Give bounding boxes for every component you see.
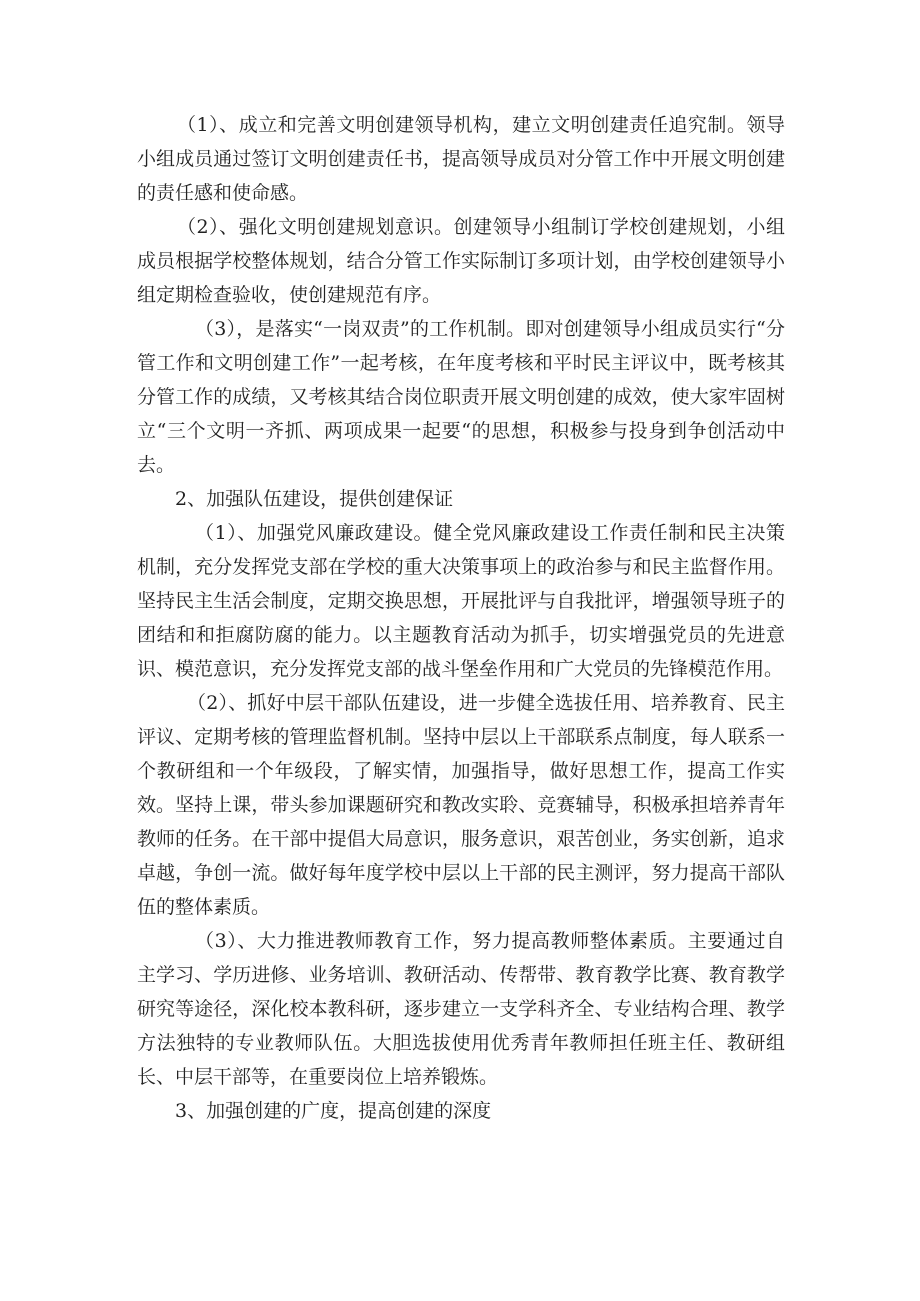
- document-body: [137, 108, 785, 1128]
- paragraph-party-conduct: （1）、加强党风廉政建设。健全党风廉政建设工作责任制和民主决策机制，充分发挥党支部在学校的重大决策事项上的政治参与和民主监督作用。坚持民主生活会制度，定期交换思想，开展批评与自我批评，增强领导班子的团结和和拒腐防腐的能力。以主题教育活动为抓手，切实增强党员的先进意识、模范意识，充分发挥党支部的战斗堡垒作用和广大党员的先锋模范作用。: [137, 522, 785, 680]
- paragraph-teacher-education: （3）、大力推进教师教育工作，努力提高教师整体素质。主要通过自主学习、学历进修、业务培训、教研活动、传帮带、教育教学比赛、教育教学研究等途径，深化校本教科研，逐步建立一支学科齐全、专业结构合理、教学方法独特的专业教师队伍。大胆选拔使用优秀青年教师担任班主任、教研组长、中层干部等，在重要岗位上培养锻炼。: [137, 930, 785, 1088]
- paragraph-leadership-structure: （1）、成立和完善文明创建领导机构，建立文明创建责任追究制。领导小组成员通过签订文明创建责任书，提高领导成员对分管工作中开展文明创建的责任感和使命感。: [137, 114, 785, 204]
- paragraph-middle-cadres: （2）、抓好中层干部队伍建设，进一步健全选拔任用、培养教育、民主评议、定期考核的管理监督机制。坚持中层以上干部联系点制度，每人联系一个教研组和一个年级段，了解实情，加强指导，做好思想工作，提高工作实效。坚持上课，带头参加课题研究和教改实聆、竞赛辅导，积极承担培养青年教师的任务。在干部中提倡大局意识，服务意识，艰苦创业，务实创新，追求卓越，争创一流。做好每年度学校中层以上干部的民主测评，努力提高干部队伍的整体素质。: [137, 692, 785, 918]
- section-heading-breadth-depth: 3、加强创建的广度，提高创建的深度: [175, 1100, 492, 1122]
- paragraph-planning-awareness: （2）、强化文明创建规划意识。创建领导小组制订学校创建规划，小组成员根据学校整体规划，结合分管工作实际制订多项计划，由学校创建领导小组定期检查验收，使创建规范有序。: [137, 216, 785, 306]
- paragraph-dual-responsibility: （3），是落实“一岗双责”的工作机制。即对创建领导小组成员实行“分管工作和文明创建工作”一起考核，在年度考核和平时民主评议中，既考核其分管工作的成绩，又考核其结合岗位职责开展文明创建的成效，使大家牢固树立“三个文明一齐抓、两项成果一起要“的思想，积极参与投身到争创活动中去。: [137, 318, 785, 476]
- section-heading-team-building: 2、加强队伍建设，提供创建保证: [175, 488, 454, 510]
